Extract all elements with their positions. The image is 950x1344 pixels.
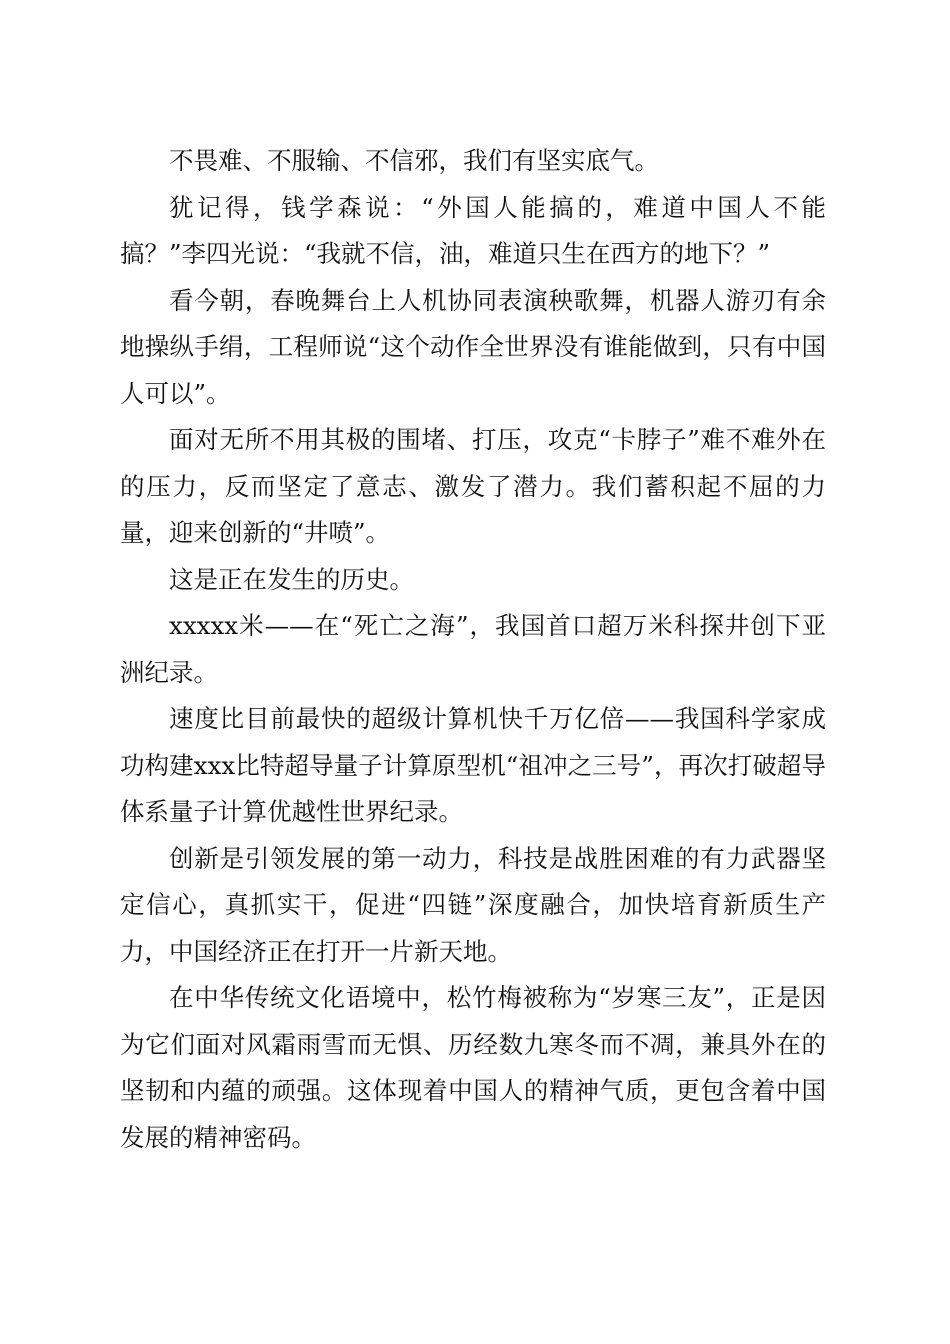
paragraph-5: 这是正在发生的历史。 (169, 564, 414, 594)
paragraph-2: 犹记得，钱学森说：“外国人能搞的，难道中国人不能搞？”李四光说：“我就不信，油，难道只生在西方的地下？” (120, 192, 826, 268)
paragraph-9: 在中华传统文化语境中，松竹梅被称为“岁寒三友”，正是因为它们面对风霜雨雪而无惧、历经数九寒冬而不凋，兼具外在的坚韧和内蕴的顽强。这体现着中国人的精神气质，更包含着中国发展的精神密码。 (120, 983, 826, 1152)
paragraph-3: 看今朝，春晚舞台上人机协同表演秧歌舞，机器人游刃有余地操纵手绢，工程师说“这个动作全世界没有谁能做到，只有中国人可以”。 (120, 285, 826, 408)
paragraph-8: 创新是引领发展的第一动力，科技是战胜困难的有力武器坚定信心，真抓实干，促进“四链”深度融合，加快培育新质生产力，中国经济正在打开一片新天地。 (120, 843, 826, 966)
paragraph-4: 面对无所不用其极的围堵、打压，攻克“卡脖子”难不难外在的压力，反而坚定了意志、激发了潜力。我们蓄积起不屈的力量，迎来创新的“井喷”。 (120, 425, 826, 547)
body-text (120, 138, 826, 1161)
paragraph-1: 不畏难、不服输、不信邪，我们有坚实底气。 (169, 146, 659, 175)
paragraph-7: 速度比目前最快的超级计算机快千万亿倍——我国科学家成功构建xxx比特超导量子计算原型机“祖冲之三号”，再次打破超导体系量子计算优越性世界纪录。 (120, 704, 826, 826)
paragraph-6: xxxxx米——在“死亡之海”，我国首口超万米科探井创下亚洲纪录。 (120, 611, 826, 687)
